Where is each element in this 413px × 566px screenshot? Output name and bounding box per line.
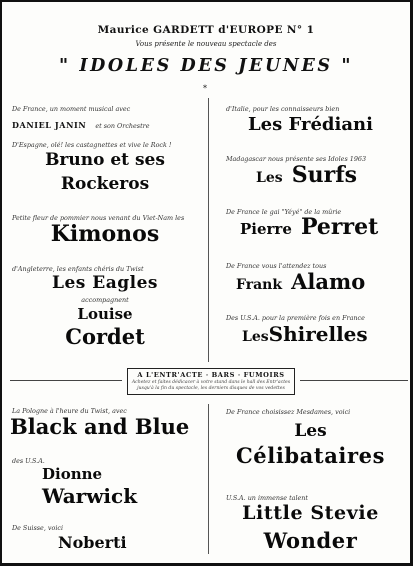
black-blue-intro: La Pologne à l'heure du Twist, avec [12,407,127,415]
entracte-box [127,368,295,395]
perret-last: Perret [300,214,379,240]
kimonos-intro: Petite fleur de pommier nous venant du Viet-Nam les [12,214,185,222]
bruno-line-1: Bruno et ses [45,150,165,170]
shirelles-les: Les [242,329,269,345]
star-ornament: * [203,84,207,93]
warwick-line-1: Dionne [42,465,103,483]
wonder-intro: U.S.A. un immense talent [226,494,308,502]
entracte-note-2: jusqu'à la fin du spectacle, les derniers disques de vos vedettes [137,386,285,392]
entracte-note-1: Achetez et faites dédicacer à votre stand dans le hall des Entr'actes [131,380,291,385]
celibataires-line-2: Célibataires [235,443,386,468]
rule-left [10,380,122,381]
perret-first: Pierre [240,220,292,238]
alamo-line [236,269,365,294]
noberti-intro: De Suisse, voici [12,524,64,532]
perret-line [240,214,378,240]
bruno-intro: D'Espagne, olé! les castagnettes et vive le Rock ! [12,141,172,149]
surfs-intro: Madagascar nous présente ses Idoles 1963 [226,155,367,163]
janin-suffix: et son Orchestre [95,122,150,130]
eagles-accompany: accompagnent [81,296,129,304]
bruno-line-2: Rockeros [60,174,150,194]
eagles-name: Les Eagles [52,273,158,293]
janin-name: DANIEL JANIN [12,120,87,130]
janin-line [12,113,150,132]
alamo-intro: De France vous l'attendez tous [226,262,327,270]
celibataires-intro: De France choisissez Mesdames, voici [226,408,351,416]
wonder-line-1: Little Stevie [242,502,379,524]
shirelles-name: Shirelles [268,322,368,346]
perret-intro: De France le gai "Yéyé" de la mûrie [226,208,342,216]
black-blue-name: Black and Blue [10,414,190,439]
warwick-intro: des U.S.A. [12,457,45,465]
alamo-last: Alamo [291,269,366,294]
kimonos-name: Kimonos [50,221,160,247]
rule-right [300,380,408,381]
presenter-line: Maurice GARDETT d'EUROPE N° 1 [97,24,315,36]
surfs-line [256,162,357,188]
presents-line: Vous présente le nouveau spectacle des [135,40,277,48]
surfs-name: Surfs [291,162,358,188]
eagles-intro: d'Angleterre, les enfants chéris du Twist [12,265,144,273]
column-divider-top [208,98,209,362]
entracte-title: A L'ENTR'ACTE · BARS · FUMOIRS [137,371,285,379]
celibataires-line-1: Les [294,421,327,441]
frediani-name: Les Frédiani [248,114,373,135]
cordet-line-2: Cordet [65,324,145,349]
wonder-line-2: Wonder [263,528,358,553]
noberti-name: Noberti [58,533,127,552]
surfs-les: Les [256,170,283,186]
cordet-line-1: Louise [77,305,133,323]
shirelles-intro: Des U.S.A. pour la première fois en France [226,314,365,322]
janin-intro: De France, un moment musical avec [12,105,131,113]
warwick-line-2: Warwick [42,484,138,508]
shirelles-line [242,322,368,346]
frediani-intro: d'Italie, pour les connaisseurs bien [226,105,340,113]
show-title: " IDOLES DES JEUNES " [58,56,354,76]
alamo-first: Frank [236,277,283,293]
